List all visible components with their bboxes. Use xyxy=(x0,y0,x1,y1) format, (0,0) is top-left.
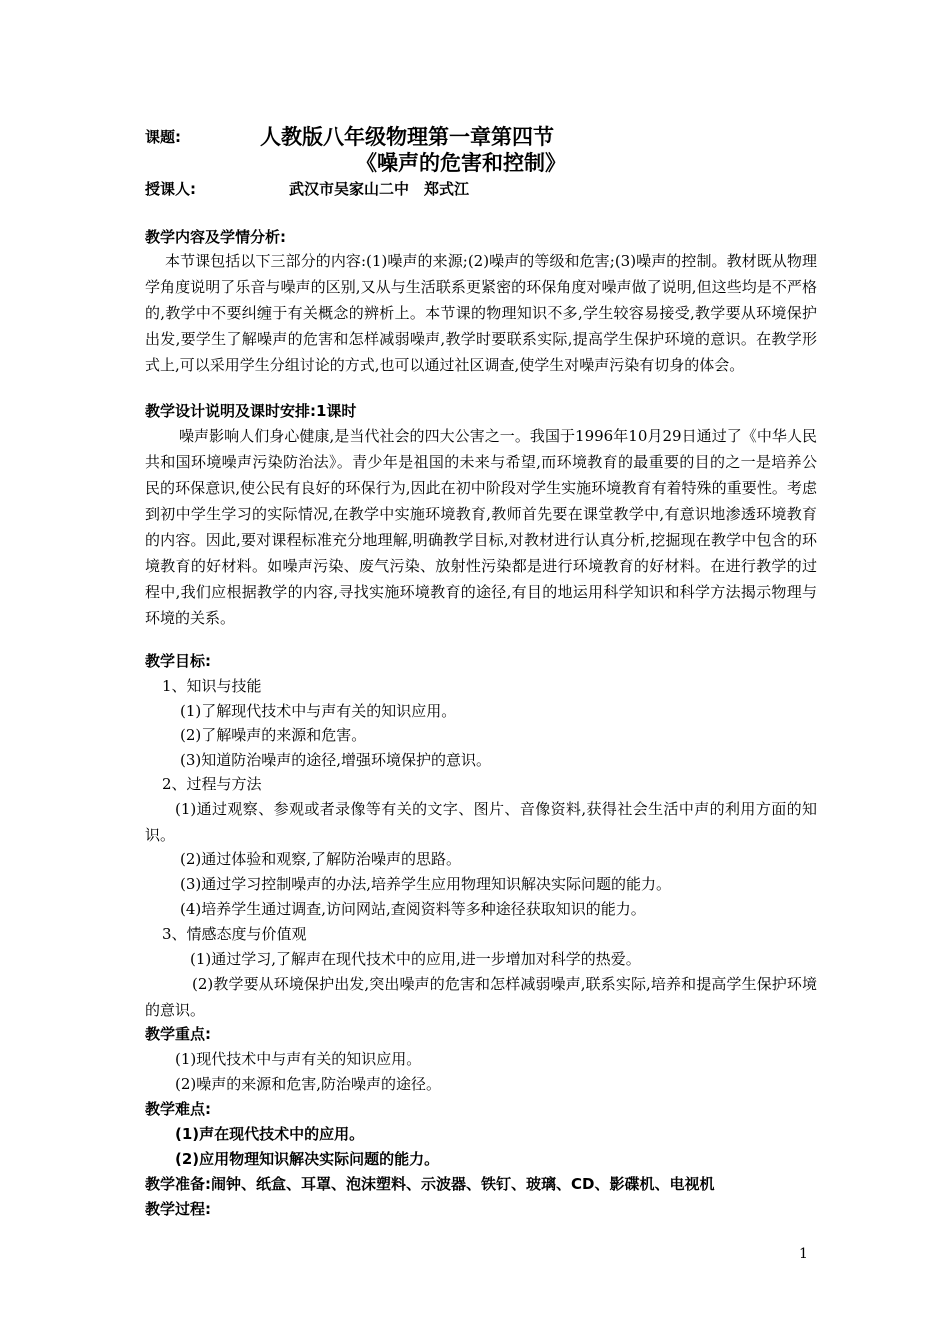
design-heading: 教学设计说明及课时安排:1课时 xyxy=(145,402,357,420)
goal1-item: (2)了解噪声的来源和危害。 xyxy=(180,726,367,744)
analysis-body: 本节课包括以下三部分的内容:(1)噪声的来源;(2)噪声的等级和危害;(3)噪声的控制。教材既从物理学角度说明了乐音与噪声的区别,又从与生活联系更紧密的环保角度对噪声做了说明,但这些均是不严格的,教学中不要纠缠于有关概念的辨析上。本节课的物理知识不多,学生较容易接受,教学要从环境保护出发,要学生了解噪声的危害和怎样减弱噪声,教学时要联系实际,提高学生保护环境的意识。在教学形式上,可以采用学生分组讨论的方式,也可以通过社区调查,使学生对噪声污染有切身的体会。 xyxy=(145,252,817,374)
teacher-value: 武汉市吴家山二中 郑式江 xyxy=(289,180,470,198)
page-number: 1 xyxy=(799,1246,808,1262)
difficulties-heading: 教学难点: xyxy=(145,1100,211,1118)
keypoint-item: (2)噪声的来源和危害,防治噪声的途径。 xyxy=(175,1075,442,1093)
keypoint-item: (1)现代技术中与声有关的知识应用。 xyxy=(175,1050,422,1068)
topic-label: 课题: xyxy=(145,128,181,146)
difficulty-item: (2)应用物理知识解决实际问题的能力。 xyxy=(175,1150,440,1168)
goal2-item: (4)培养学生通过调查,访问网站,查阅资料等多种途径获取知识的能力。 xyxy=(180,900,646,918)
goal3-title: 3、情感态度与价值观 xyxy=(162,925,307,943)
design-body: 噪声影响人们身心健康,是当代社会的四大公害之一。我国于1996年10月29日通过了《中华人民共和国环境噪声污染防治法》。青少年是祖国的未来与希望,而环境教育的最重要的目的之一是培养公民的环保意识,使公民有良好的环保行为,因此在初中阶段对学生实施环境教育有着特殊的重要性。考虑到初中学生学习的实际情况,在教学中实施环境教育,教师首先要在课堂教学中,有意识地渗透环境教育的内容。因此,要对课程标准充分地理解,明确教学目标,对教材进行认真分析,挖掘现在教学中包含的环境教育的好材料。如噪声污染、废气污染、放射性污染都是进行环境教育的好材料。在进行教学的过程中,我们应根据教学的内容,寻找实施环境教育的途径,有目的地运用科学知识和科学方法揭示物理与环境的关系。 xyxy=(145,427,817,627)
goal2-title: 2、过程与方法 xyxy=(162,775,262,793)
goal1-item: (1)了解现代技术中与声有关的知识应用。 xyxy=(180,702,457,720)
teacher-label: 授课人: xyxy=(145,180,196,198)
title-line1: 人教版八年级物理第一章第四节 xyxy=(260,125,554,149)
goal1-item: (3)知道防治噪声的途径,增强环境保护的意识。 xyxy=(180,751,492,769)
analysis-heading: 教学内容及学情分析: xyxy=(145,228,286,246)
difficulty-item: (1)声在现代技术中的应用。 xyxy=(175,1125,365,1143)
preparation-row xyxy=(145,1171,714,1197)
keypoints-heading: 教学重点: xyxy=(145,1025,211,1043)
preparation-value: 闹钟、纸盒、耳罩、泡沫塑料、示波器、铁钉、玻璃、CD、影碟机、电视机 xyxy=(211,1175,715,1193)
goal2-item: (3)通过学习控制噪声的办法,培养学生应用物理知识解决实际问题的能力。 xyxy=(180,875,672,893)
preparation-heading: 教学准备: xyxy=(145,1175,211,1193)
goal3-item2: (2)教学要从环境保护出发,突出噪声的危害和怎样减弱噪声,联系实际,培养和提高学生保护环境的意识。 xyxy=(145,975,817,1019)
goal3-item1: (1)通过学习,了解声在现代技术中的应用,进一步增加对科学的热爱。 xyxy=(190,950,641,968)
process-heading: 教学过程: xyxy=(145,1200,211,1218)
goal2-item1: (1)通过观察、参观或者录像等有关的文字、图片、音像资料,获得社会生活中声的利用方面的知识。 xyxy=(145,800,817,844)
goal1-title: 1、知识与技能 xyxy=(162,677,262,695)
goals-heading: 教学目标: xyxy=(145,652,211,670)
title-line2: 《噪声的危害和控制》 xyxy=(356,151,566,175)
goal2-item: (2)通过体验和观察,了解防治噪声的思路。 xyxy=(180,850,462,868)
